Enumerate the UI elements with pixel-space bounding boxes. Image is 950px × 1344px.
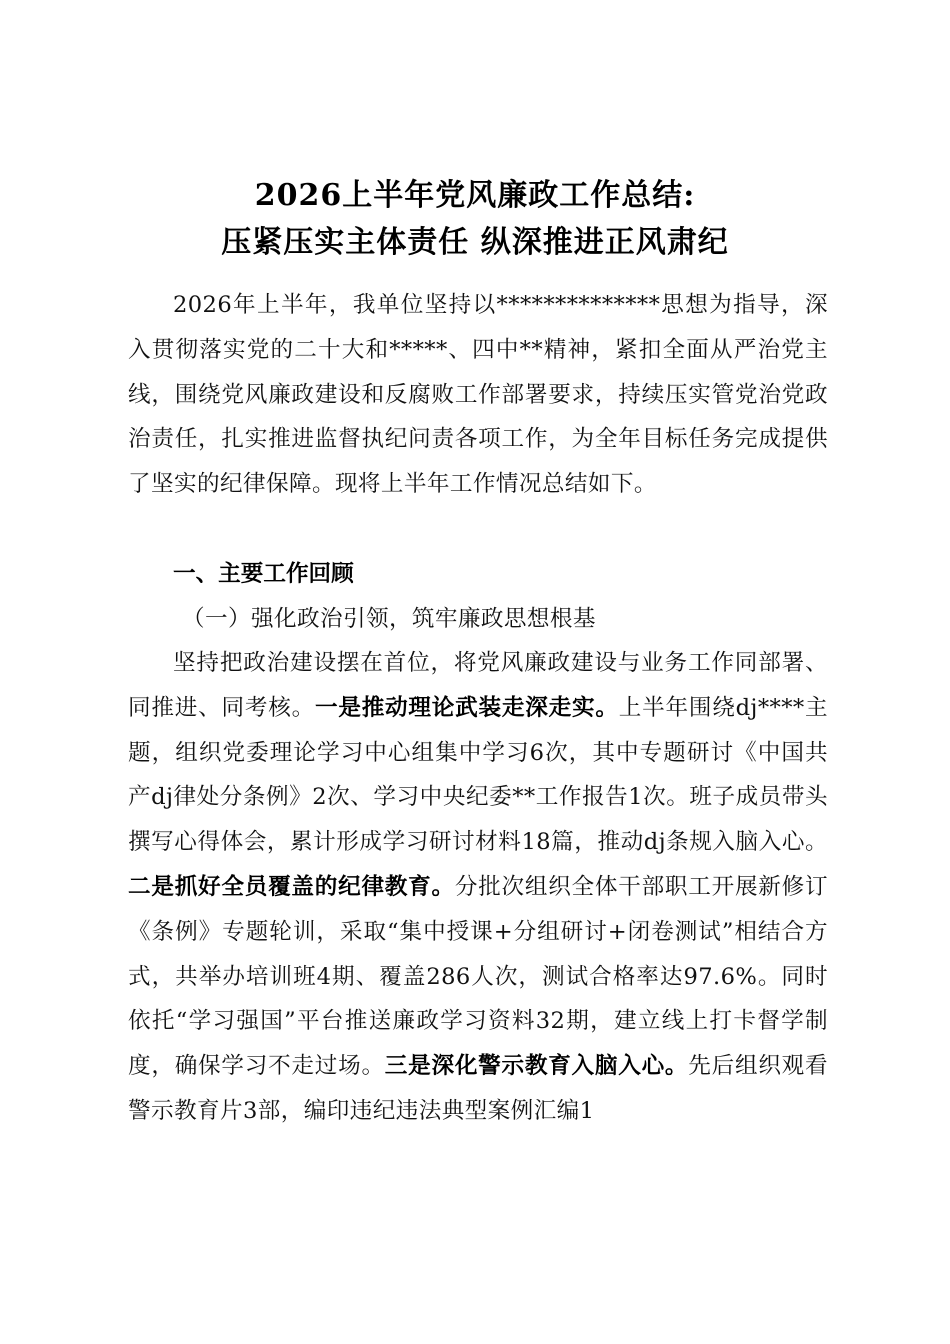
point2-title: 二是抓好全员覆盖的纪律教育。 <box>128 873 455 900</box>
point3-text: 先后组织观看警示教育片3部，编印违纪违法典型案例汇编1 <box>128 1053 828 1124</box>
subsection-heading: （一）强化政治引领，筑牢廉政思想根基 <box>182 606 596 632</box>
main-paragraph <box>128 641 828 1134</box>
document-title-line2: 压紧压实主体责任 纵深推进正风肃纪 <box>221 225 729 260</box>
intro-paragraph: 2026年上半年，我单位坚持以**************思想为指导，深入贯彻落实党的二十大和*****、四中**精神，紧扣全面从严治党主线，围绕党风廉政建设和反腐败工作部署要求，持续压实管党治党政治责任，扎实推进监督执纪问责各项工作，为全年目标任务完成提供了坚实的纪律保障。现将上半年工作情况总结如下。 <box>128 292 828 498</box>
section-heading: 一、主要工作回顾 <box>173 561 354 587</box>
point1-title: 一是推动理论武装走深走实。 <box>314 694 619 721</box>
point1-text: 上半年围绕dj****主题，组织党委理论学习中心组集中学习6次，其中专题研讨《中国共产dj律处分条例》2次、学习中央纪委**工作报告1次。班子成员带头撰写心得体会，累计形成学习研讨材料18篇，推动dj条规入脑入心。 <box>128 694 828 856</box>
main-paragraph-lead: 坚持把政治建设摆在首位，将党风廉政建设与业务工作同部署、同推进、同考核。 <box>128 650 828 721</box>
document-title-line1: 2026上半年党风廉政工作总结: <box>254 178 696 213</box>
point2-text: 分批次组织全体干部职工开展新修订《条例》专题轮训，采取“集中授课+分组研讨+闭卷测试”相结合方式，共举办培训班4期、覆盖286人次，测试合格率达97.6%。同时依托“学习强国”平台推送廉政学习资料32期，建立线上打卡督学制度，确保学习不走过场。 <box>128 873 828 1080</box>
point3-title: 三是深化警示教育入脑入心。 <box>384 1053 689 1080</box>
